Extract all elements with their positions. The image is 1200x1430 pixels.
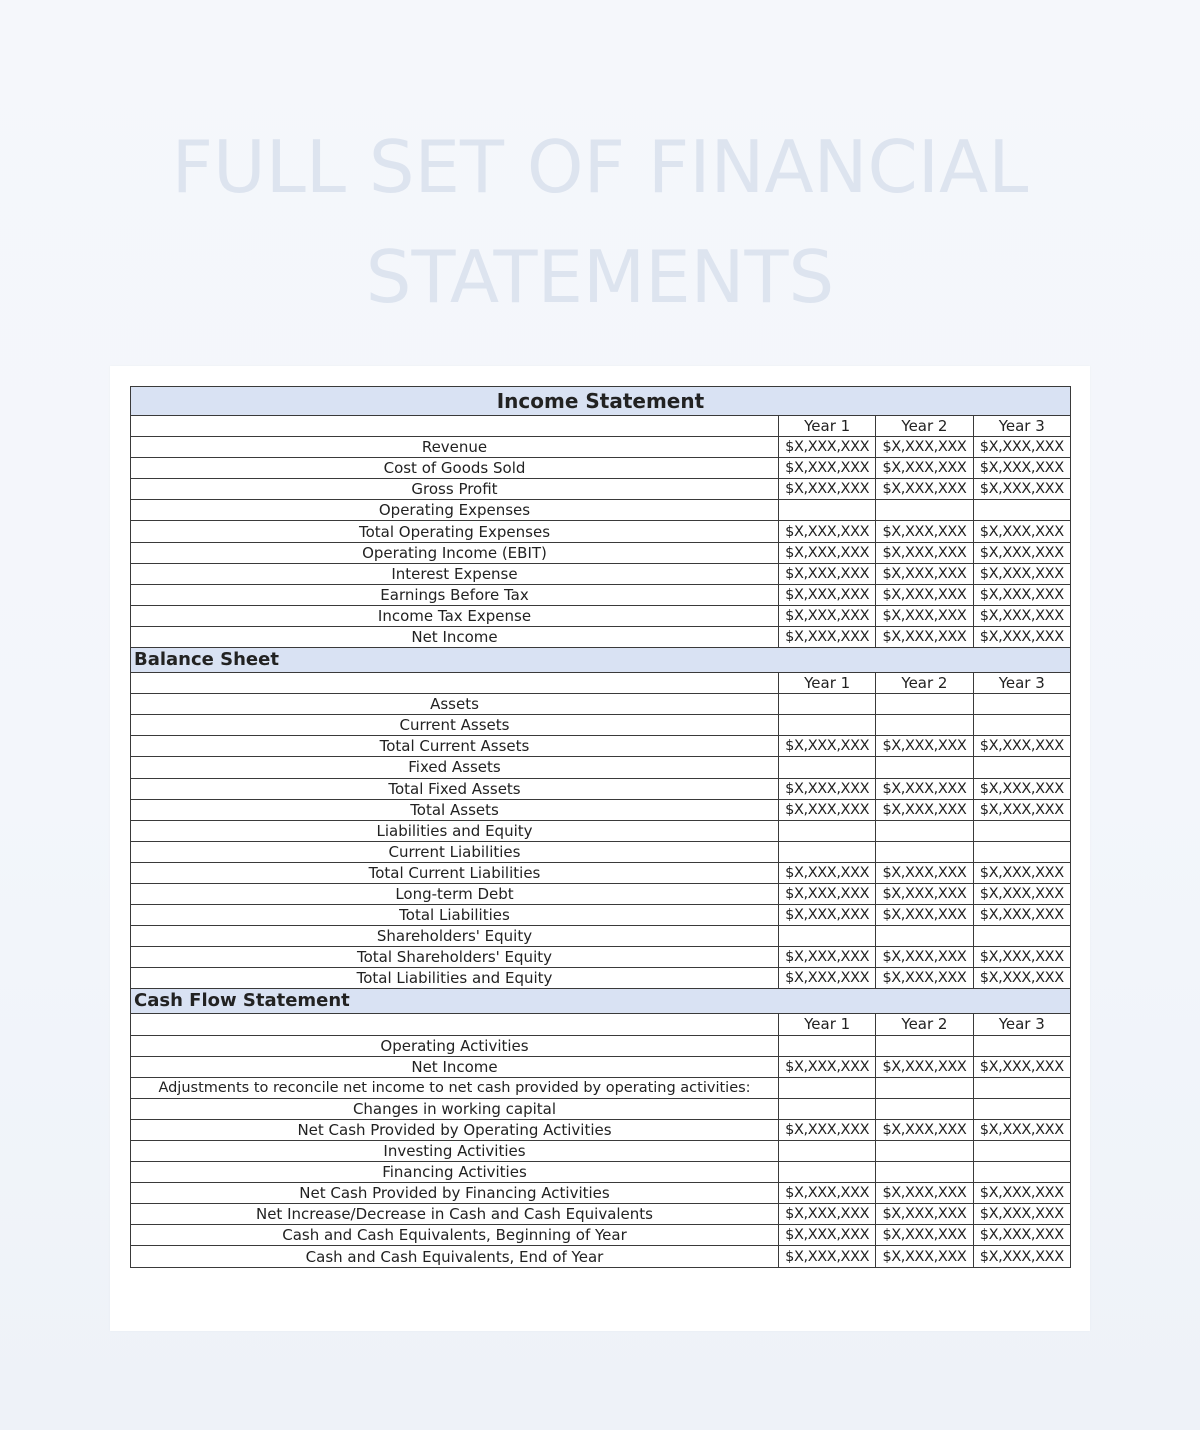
row-label-cell: Income Tax Expense xyxy=(131,605,779,626)
page-title xyxy=(0,112,1200,332)
value-cell: $X,XXX,XXX xyxy=(876,778,973,799)
value-cell xyxy=(779,715,876,736)
value-cell: $X,XXX,XXX xyxy=(779,1119,876,1140)
value-cell: $X,XXX,XXX xyxy=(973,605,1070,626)
value-cell xyxy=(973,926,1070,947)
table-row xyxy=(131,479,1071,500)
income-statement-year-header-row xyxy=(131,416,1071,437)
value-cell: $X,XXX,XXX xyxy=(876,1204,973,1225)
table-row xyxy=(131,715,1071,736)
table-row xyxy=(131,1035,1071,1056)
value-cell: $X,XXX,XXX xyxy=(779,605,876,626)
row-label-cell: Net Cash Provided by Financing Activities xyxy=(131,1183,779,1204)
value-cell xyxy=(779,926,876,947)
table-row xyxy=(131,736,1071,757)
value-cell: $X,XXX,XXX xyxy=(973,1119,1070,1140)
value-cell xyxy=(876,694,973,715)
value-cell xyxy=(876,1098,973,1119)
value-cell: $X,XXX,XXX xyxy=(876,862,973,883)
page-title-line-2: STATEMENTS xyxy=(365,235,835,319)
table-row xyxy=(131,926,1071,947)
value-cell: $X,XXX,XXX xyxy=(779,905,876,926)
value-cell: $X,XXX,XXX xyxy=(876,626,973,647)
value-cell: $X,XXX,XXX xyxy=(779,968,876,989)
row-label-cell: Liabilities and Equity xyxy=(131,820,779,841)
value-cell: $X,XXX,XXX xyxy=(779,1225,876,1246)
row-label-cell: Current Assets xyxy=(131,715,779,736)
table-row xyxy=(131,521,1071,542)
table-row xyxy=(131,1077,1071,1098)
page-title-line-1: FULL SET OF FINANCIAL xyxy=(171,125,1029,209)
year-header-cell: Year 1 xyxy=(779,1014,876,1035)
table-row xyxy=(131,1056,1071,1077)
row-label-cell: Net Increase/Decrease in Cash and Cash Equivalents xyxy=(131,1204,779,1225)
value-cell xyxy=(876,715,973,736)
year-header-cell: Year 1 xyxy=(779,416,876,437)
row-label-cell: Cost of Goods Sold xyxy=(131,458,779,479)
value-cell: $X,XXX,XXX xyxy=(973,799,1070,820)
row-label-cell: Adjustments to reconcile net income to net cash provided by operating activities: xyxy=(131,1077,779,1098)
cash-flow-statement-year-header-row xyxy=(131,1014,1071,1035)
value-cell xyxy=(779,757,876,778)
row-label-cell: Total Assets xyxy=(131,799,779,820)
value-cell xyxy=(973,1035,1070,1056)
value-cell: $X,XXX,XXX xyxy=(779,542,876,563)
table-row xyxy=(131,458,1071,479)
value-cell: $X,XXX,XXX xyxy=(779,521,876,542)
value-cell: $X,XXX,XXX xyxy=(876,968,973,989)
cash-flow-statement-title: Cash Flow Statement xyxy=(131,989,1071,1014)
value-cell xyxy=(973,1162,1070,1183)
table-row xyxy=(131,1141,1071,1162)
value-cell: $X,XXX,XXX xyxy=(973,1183,1070,1204)
row-label-cell: Total Liabilities xyxy=(131,905,779,926)
value-cell xyxy=(876,1162,973,1183)
row-label-cell: Long-term Debt xyxy=(131,883,779,904)
value-cell: $X,XXX,XXX xyxy=(876,458,973,479)
value-cell xyxy=(973,715,1070,736)
value-cell xyxy=(973,1077,1070,1098)
table-row xyxy=(131,820,1071,841)
value-cell xyxy=(779,1098,876,1119)
value-cell: $X,XXX,XXX xyxy=(876,1056,973,1077)
balance-sheet-title-row xyxy=(131,648,1071,673)
row-label-cell: Changes in working capital xyxy=(131,1098,779,1119)
table-row xyxy=(131,1204,1071,1225)
value-cell: $X,XXX,XXX xyxy=(973,521,1070,542)
value-cell: $X,XXX,XXX xyxy=(779,862,876,883)
table-row xyxy=(131,1225,1071,1246)
value-cell: $X,XXX,XXX xyxy=(876,736,973,757)
value-cell: $X,XXX,XXX xyxy=(876,479,973,500)
row-label-cell: Current Liabilities xyxy=(131,841,779,862)
table-row xyxy=(131,947,1071,968)
financial-statements-table xyxy=(130,386,1071,1268)
table-row xyxy=(131,437,1071,458)
value-cell xyxy=(779,500,876,521)
value-cell: $X,XXX,XXX xyxy=(973,862,1070,883)
value-cell: $X,XXX,XXX xyxy=(876,437,973,458)
table-row xyxy=(131,778,1071,799)
value-cell xyxy=(779,1077,876,1098)
value-cell xyxy=(876,820,973,841)
value-cell: $X,XXX,XXX xyxy=(973,458,1070,479)
row-label-cell: Gross Profit xyxy=(131,479,779,500)
value-cell xyxy=(779,1162,876,1183)
table-row xyxy=(131,694,1071,715)
table-row xyxy=(131,626,1071,647)
value-cell: $X,XXX,XXX xyxy=(876,947,973,968)
year-header-cell: Year 3 xyxy=(973,416,1070,437)
row-label-cell: Total Current Assets xyxy=(131,736,779,757)
table-row xyxy=(131,1183,1071,1204)
table-row xyxy=(131,799,1071,820)
value-cell xyxy=(973,757,1070,778)
value-cell: $X,XXX,XXX xyxy=(779,1204,876,1225)
value-cell: $X,XXX,XXX xyxy=(779,1056,876,1077)
value-cell: $X,XXX,XXX xyxy=(973,968,1070,989)
financial-statements-body xyxy=(131,387,1071,1268)
table-row xyxy=(131,1098,1071,1119)
row-label-cell: Total Liabilities and Equity xyxy=(131,968,779,989)
year-header-blank-cell xyxy=(131,1014,779,1035)
value-cell: $X,XXX,XXX xyxy=(779,736,876,757)
value-cell: $X,XXX,XXX xyxy=(973,905,1070,926)
value-cell: $X,XXX,XXX xyxy=(973,1056,1070,1077)
row-label-cell: Operating Income (EBIT) xyxy=(131,542,779,563)
value-cell xyxy=(779,820,876,841)
row-label-cell: Cash and Cash Equivalents, Beginning of Year xyxy=(131,1225,779,1246)
value-cell: $X,XXX,XXX xyxy=(876,1119,973,1140)
table-row xyxy=(131,584,1071,605)
value-cell xyxy=(779,1035,876,1056)
value-cell: $X,XXX,XXX xyxy=(973,437,1070,458)
value-cell: $X,XXX,XXX xyxy=(779,437,876,458)
table-row xyxy=(131,1246,1071,1267)
value-cell: $X,XXX,XXX xyxy=(876,521,973,542)
table-row xyxy=(131,841,1071,862)
value-cell xyxy=(876,926,973,947)
row-label-cell: Investing Activities xyxy=(131,1141,779,1162)
year-header-cell: Year 2 xyxy=(876,416,973,437)
value-cell xyxy=(876,500,973,521)
value-cell xyxy=(779,1141,876,1162)
row-label-cell: Earnings Before Tax xyxy=(131,584,779,605)
value-cell: $X,XXX,XXX xyxy=(779,626,876,647)
value-cell xyxy=(973,820,1070,841)
row-label-cell: Total Operating Expenses xyxy=(131,521,779,542)
balance-sheet-year-header-row xyxy=(131,673,1071,694)
value-cell: $X,XXX,XXX xyxy=(876,1225,973,1246)
value-cell: $X,XXX,XXX xyxy=(779,563,876,584)
row-label-cell: Fixed Assets xyxy=(131,757,779,778)
cash-flow-statement-title-row xyxy=(131,989,1071,1014)
value-cell: $X,XXX,XXX xyxy=(779,458,876,479)
value-cell: $X,XXX,XXX xyxy=(779,584,876,605)
table-row xyxy=(131,968,1071,989)
row-label-cell: Total Shareholders' Equity xyxy=(131,947,779,968)
table-row xyxy=(131,563,1071,584)
row-label-cell: Operating Expenses xyxy=(131,500,779,521)
value-cell: $X,XXX,XXX xyxy=(876,905,973,926)
value-cell xyxy=(876,757,973,778)
value-cell xyxy=(876,1077,973,1098)
value-cell: $X,XXX,XXX xyxy=(779,1183,876,1204)
row-label-cell: Net Cash Provided by Operating Activities xyxy=(131,1119,779,1140)
value-cell: $X,XXX,XXX xyxy=(876,563,973,584)
value-cell: $X,XXX,XXX xyxy=(973,479,1070,500)
year-header-cell: Year 3 xyxy=(973,673,1070,694)
value-cell xyxy=(876,1035,973,1056)
row-label-cell: Net Income xyxy=(131,626,779,647)
value-cell: $X,XXX,XXX xyxy=(876,799,973,820)
year-header-cell: Year 1 xyxy=(779,673,876,694)
row-label-cell: Cash and Cash Equivalents, End of Year xyxy=(131,1246,779,1267)
value-cell: $X,XXX,XXX xyxy=(779,799,876,820)
value-cell xyxy=(973,1098,1070,1119)
table-row xyxy=(131,1162,1071,1183)
value-cell xyxy=(876,1141,973,1162)
value-cell xyxy=(779,694,876,715)
row-label-cell: Operating Activities xyxy=(131,1035,779,1056)
table-row xyxy=(131,862,1071,883)
value-cell: $X,XXX,XXX xyxy=(876,605,973,626)
value-cell: $X,XXX,XXX xyxy=(876,1183,973,1204)
value-cell: $X,XXX,XXX xyxy=(779,947,876,968)
table-row xyxy=(131,883,1071,904)
row-label-cell: Total Fixed Assets xyxy=(131,778,779,799)
value-cell xyxy=(973,694,1070,715)
value-cell: $X,XXX,XXX xyxy=(973,947,1070,968)
spreadsheet-sheet xyxy=(110,366,1090,1331)
value-cell: $X,XXX,XXX xyxy=(779,479,876,500)
value-cell: $X,XXX,XXX xyxy=(779,1246,876,1267)
year-header-cell: Year 2 xyxy=(876,1014,973,1035)
value-cell xyxy=(779,841,876,862)
table-row xyxy=(131,905,1071,926)
row-label-cell: Interest Expense xyxy=(131,563,779,584)
table-row xyxy=(131,605,1071,626)
table-row xyxy=(131,542,1071,563)
table-row xyxy=(131,500,1071,521)
value-cell: $X,XXX,XXX xyxy=(876,883,973,904)
value-cell: $X,XXX,XXX xyxy=(779,778,876,799)
table-row xyxy=(131,757,1071,778)
value-cell: $X,XXX,XXX xyxy=(779,883,876,904)
value-cell xyxy=(973,1141,1070,1162)
row-label-cell: Assets xyxy=(131,694,779,715)
year-header-blank-cell xyxy=(131,673,779,694)
value-cell: $X,XXX,XXX xyxy=(973,736,1070,757)
row-label-cell: Revenue xyxy=(131,437,779,458)
year-header-cell: Year 2 xyxy=(876,673,973,694)
income-statement-title-row xyxy=(131,387,1071,416)
row-label-cell: Financing Activities xyxy=(131,1162,779,1183)
value-cell: $X,XXX,XXX xyxy=(973,883,1070,904)
year-header-blank-cell xyxy=(131,416,779,437)
row-label-cell: Total Current Liabilities xyxy=(131,862,779,883)
value-cell: $X,XXX,XXX xyxy=(876,1246,973,1267)
value-cell: $X,XXX,XXX xyxy=(973,563,1070,584)
table-row xyxy=(131,1119,1071,1140)
row-label-cell: Shareholders' Equity xyxy=(131,926,779,947)
value-cell: $X,XXX,XXX xyxy=(876,584,973,605)
value-cell: $X,XXX,XXX xyxy=(973,584,1070,605)
row-label-cell: Net Income xyxy=(131,1056,779,1077)
value-cell: $X,XXX,XXX xyxy=(876,542,973,563)
value-cell xyxy=(973,841,1070,862)
value-cell xyxy=(876,841,973,862)
value-cell: $X,XXX,XXX xyxy=(973,1225,1070,1246)
balance-sheet-title: Balance Sheet xyxy=(131,648,1071,673)
value-cell: $X,XXX,XXX xyxy=(973,1204,1070,1225)
year-header-cell: Year 3 xyxy=(973,1014,1070,1035)
income-statement-title: Income Statement xyxy=(131,387,1071,416)
value-cell: $X,XXX,XXX xyxy=(973,1246,1070,1267)
value-cell: $X,XXX,XXX xyxy=(973,542,1070,563)
value-cell: $X,XXX,XXX xyxy=(973,626,1070,647)
value-cell xyxy=(973,500,1070,521)
value-cell: $X,XXX,XXX xyxy=(973,778,1070,799)
